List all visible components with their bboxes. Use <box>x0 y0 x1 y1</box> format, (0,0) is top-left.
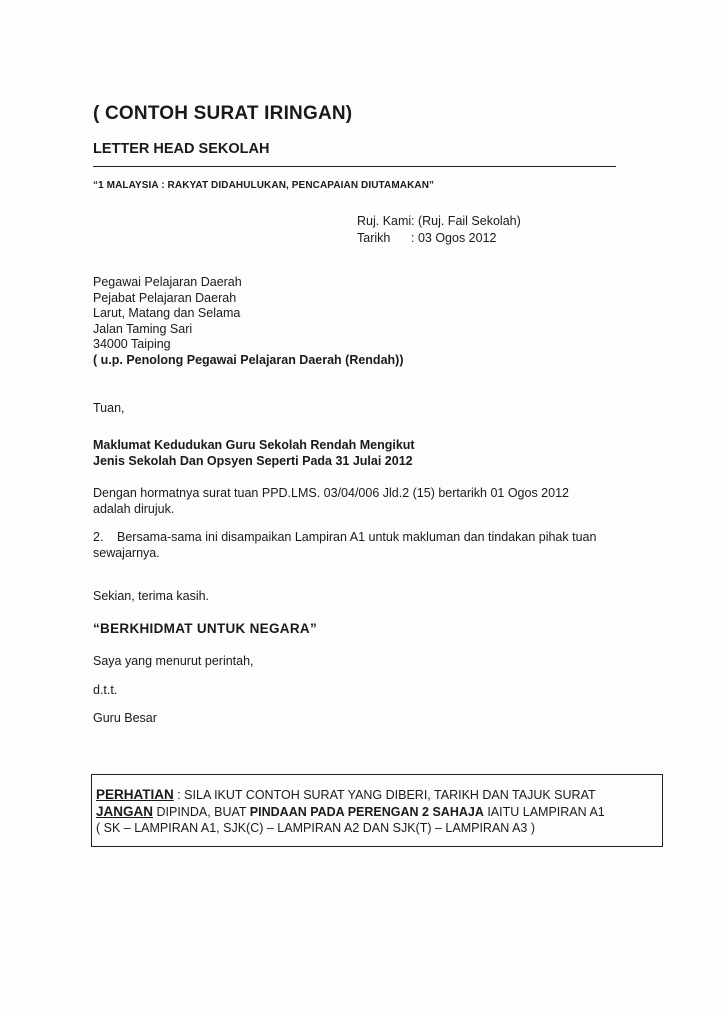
reference-label: Ruj. Kami <box>357 214 412 228</box>
paragraph-1 <box>93 486 569 517</box>
address-line: Pejabat Pelajaran Daerah <box>93 290 237 305</box>
letter-subject <box>93 437 415 469</box>
reference-block <box>357 213 521 247</box>
slogan: “BERKHIDMAT UNTUK NEGARA” <box>93 621 317 636</box>
note-text: DIPINDA, BUAT <box>153 804 250 819</box>
recipient-address <box>93 275 403 369</box>
reference-row <box>357 213 521 230</box>
paragraph-line: adalah dirujuk. <box>93 501 175 516</box>
national-motto: “1 MALAYSIA : RAKYAT DIDAHULUKAN, PENCAPAIAN DIUTAMAKAN” <box>93 180 435 191</box>
note-line <box>96 804 605 821</box>
attention-line: ( u.p. Penolong Pegawai Pelajaran Daerah (Rendah)) <box>93 352 404 367</box>
header-divider <box>93 166 616 167</box>
address-line: 34000 Taiping <box>93 337 171 352</box>
address-line: Larut, Matang dan Selama <box>93 306 241 321</box>
note-text: : SILA IKUT CONTOH SURAT YANG DIBERI, TARIKH DAN TAJUK SURAT <box>173 788 596 802</box>
salutation: Tuan, <box>93 401 125 415</box>
date-row <box>357 230 521 247</box>
note-line: ( SK – LAMPIRAN A1, SJK(C) – LAMPIRAN A2 DAN SJK(T) – LAMPIRAN A3 ) <box>96 820 536 835</box>
document-title: ( CONTOH SURAT IRINGAN) <box>93 103 353 124</box>
paragraph-number: 2. <box>93 530 104 544</box>
subject-line: Maklumat Kedudukan Guru Sekolah Rendah Mengikut <box>93 438 415 452</box>
closing-line: Sekian, terima kasih. <box>93 589 210 603</box>
date-label: Tarikh <box>357 231 391 245</box>
paragraph-line: Dengan hormatnya surat tuan PPD.LMS. 03/04/006 Jld.2 (15) bertarikh 01 Ogos 2012 <box>93 486 569 500</box>
paragraph-line: sewajarnya. <box>93 545 160 560</box>
subject-line: Jenis Sekolah Dan Opsyen Seperti Pada 31 Julai 2012 <box>93 454 413 468</box>
signature-placeholder: d.t.t. <box>93 683 118 697</box>
date-value: : 03 Ogos 2012 <box>411 231 497 245</box>
note-label: PERHATIAN <box>96 787 174 802</box>
signer-title: Guru Besar <box>93 711 157 725</box>
letterhead-placeholder: LETTER HEAD SEKOLAH <box>93 141 270 157</box>
note-warning: JANGAN <box>96 803 154 819</box>
paragraph-2 <box>93 530 596 561</box>
sign-off: Saya yang menurut perintah, <box>93 654 254 668</box>
note-text: IAITU LAMPIRAN A1 <box>483 804 605 819</box>
note-line <box>96 787 605 804</box>
address-line: Pegawai Pelajaran Daerah <box>93 275 242 289</box>
paragraph-line <box>93 530 596 546</box>
reference-value: : (Ruj. Fail Sekolah) <box>411 214 521 228</box>
paragraph-text: Bersama-sama ini disampaikan Lampiran A1 untuk makluman dan tindakan pihak tuan <box>117 530 597 544</box>
attention-note <box>96 787 605 836</box>
note-emphasis: PINDAAN PADA PERENGAN 2 SAHAJA <box>249 804 484 819</box>
address-line: Jalan Taming Sari <box>93 321 193 336</box>
